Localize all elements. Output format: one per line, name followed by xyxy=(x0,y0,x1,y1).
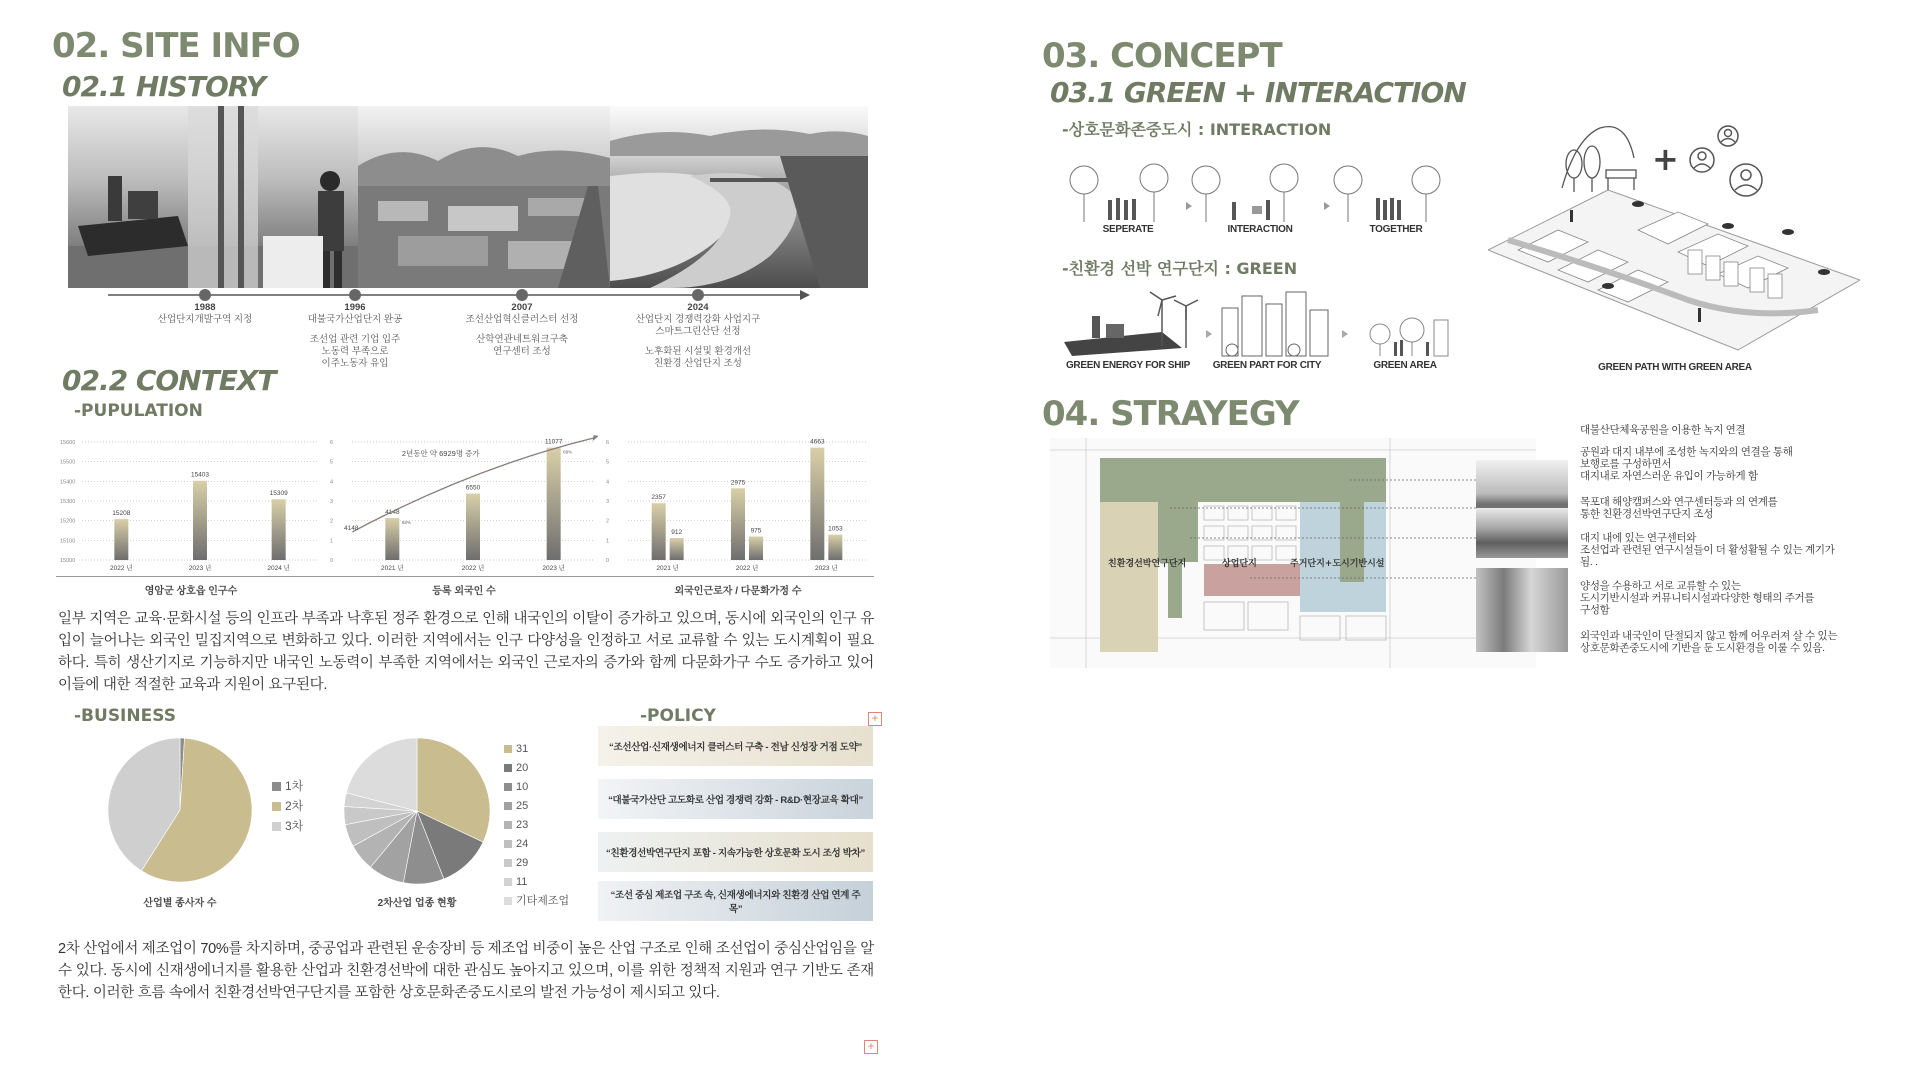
zone-label-residential: 주거단지+도시기반시설 xyxy=(1290,559,1385,569)
bar xyxy=(828,535,842,560)
strategy-note-2: 공원과 대지 내부에 조성한 녹지와의 연결을 통해 보행로를 구성하면서 대지내로 자연스러운 유입이 가능하게 함 xyxy=(1580,446,1793,482)
bar-pct-label: 58% xyxy=(401,519,411,525)
legend-item: 11 xyxy=(504,873,569,892)
timeline-desc: 조선산업혁신클러스터 선정 xyxy=(465,314,579,325)
bar-value-label: 1053 xyxy=(828,525,843,533)
bar xyxy=(193,481,207,560)
expand-plus-icon[interactable]: + xyxy=(868,712,882,726)
interaction-caption-together: TOGETHER xyxy=(1369,224,1423,235)
timeline-year: 1996 xyxy=(344,302,366,313)
context-paragraph: 일부 지역은 교육·문화시설 등의 인프라 부족과 낙후된 정주 환경으로 인해 내국인의 이탈이 증가하고 있으며, 동시에 외국인의 인구 유입이 늘어나는 외국인 밀집지역으로 변화하고 있다. 이러한 지역에서는 인구 다양성을 인정하고 서로 교류할 수 있는 도시계획이 필요하다. 특히 생산기지로 기능하지만 내국인 노동력이 부족한 지역에서는 외국인 근로자의 증가와 함께 다문화가구 수도 증가하고 있어 이들에 대한 적절한 교육과 지원이 요구된다. xyxy=(58,611,874,693)
bar-value-label: 2975 xyxy=(730,479,746,487)
bar xyxy=(670,538,684,560)
industry-pie-caption: 산업별 종사자 수 xyxy=(143,898,217,909)
strategy-note-1: 대불산단체육공원을 이용한 녹지 연결 xyxy=(1580,424,1746,436)
legend-item: 23 xyxy=(504,816,569,835)
bar-value-label: 15208 xyxy=(112,510,131,518)
y-tick-label: 0 xyxy=(330,558,334,564)
x-tick-label: 2022 년 xyxy=(735,565,759,572)
timeline-item-1996 xyxy=(260,302,450,370)
bar xyxy=(547,448,561,560)
context-title: 02.2 CONTEXT xyxy=(62,364,276,397)
population-chart xyxy=(56,432,326,572)
bar-pct-label: 69% xyxy=(563,449,573,455)
worker-family-chart xyxy=(602,432,874,572)
worker-family-chart-caption: 외국인근로자 / 다문화가정 수 xyxy=(674,586,802,597)
strategy-photo-campus xyxy=(1476,508,1568,558)
y-tick-label: 0 xyxy=(606,558,610,564)
timeline-desc-detail: 산학연관네트워크구축 연구센터 조성 xyxy=(476,334,568,357)
timeline-item-2024 xyxy=(603,302,793,370)
x-tick-label: 2023 년 xyxy=(542,565,565,572)
concept-subtitle: 03.1 GREEN + INTERACTION xyxy=(1050,76,1466,109)
strategy-site-map xyxy=(1050,438,1536,668)
legend-item: 25 xyxy=(504,797,569,816)
policy-banner-1: “조선산업·신재생에너지 클러스터 구축 - 전남 신성장 거점 도약” xyxy=(598,726,873,766)
site-info-title: 02. SITE INFO xyxy=(52,26,300,66)
population-heading: -PUPULATION xyxy=(74,401,203,421)
legend-item: 3차 xyxy=(272,816,303,836)
bar-value-label: 912 xyxy=(671,529,683,537)
y-tick-label: 4 xyxy=(330,479,334,486)
policy-banner-2: “대불국가산단 고도화로 산업 경쟁력 강화 - R&D·현장교육 확대” xyxy=(598,779,873,819)
policy-banner-3: “친환경선박연구단지 포함 - 지속가능한 상호문화 도시 조성 박차” xyxy=(598,832,873,872)
foreigner-chart-caption: 등록 외국인 수 xyxy=(432,586,496,597)
bar xyxy=(466,494,480,560)
trend-arrow-head xyxy=(593,435,599,441)
legend-item: 24 xyxy=(504,835,569,854)
y-tick-label: 3 xyxy=(606,499,610,505)
strategy-note-3: 목포대 해양캠퍼스와 연구센터등과 의 연계를 통한 친환경선박연구단지 조성 xyxy=(1580,496,1778,520)
y-tick-label: 2 xyxy=(606,518,610,525)
history-title: 02.1 HISTORY xyxy=(62,70,266,103)
y-tick-label: 15200 xyxy=(60,518,76,525)
timeline-desc: 산업단지개발구역 지정 xyxy=(157,314,253,325)
history-photo-1996 xyxy=(358,106,610,288)
timeline-year: 2007 xyxy=(511,302,533,313)
bar xyxy=(272,499,286,560)
legend-item: 2차 xyxy=(272,796,303,816)
zone-label-research: 친환경선박연구단지 xyxy=(1108,559,1187,569)
y-tick-label: 15000 xyxy=(60,558,76,564)
y-tick-label: 3 xyxy=(330,499,334,505)
bar xyxy=(385,518,399,560)
svg-text:+: + xyxy=(1652,140,1679,178)
green-path-caption: GREEN PATH WITH GREEN AREA xyxy=(1598,362,1752,373)
x-tick-label: 2021 년 xyxy=(656,565,679,572)
bar xyxy=(652,503,666,560)
green-caption-city: GREEN PART FOR CITY xyxy=(1212,360,1322,371)
y-tick-label: 5 xyxy=(606,459,610,466)
bar-value-label: 2357 xyxy=(651,494,666,502)
history-timeline xyxy=(68,288,868,368)
green-caption-area: GREEN AREA xyxy=(1373,360,1437,371)
foreigner-chart xyxy=(326,432,602,572)
history-photo-strip xyxy=(68,106,868,288)
population-chart-caption: 영암군 상호읍 인구수 xyxy=(144,586,238,597)
green-path-axonometric xyxy=(1488,190,1860,356)
expand-plus-icon-bottom[interactable]: + xyxy=(864,1040,878,1054)
x-tick-label: 2022 년 xyxy=(461,565,485,572)
y-tick-label: 15300 xyxy=(60,499,76,505)
y-tick-label: 15500 xyxy=(60,459,76,466)
bar-value-label: 975 xyxy=(750,527,762,535)
bar xyxy=(731,488,745,560)
green-caption-ship: GREEN ENERGY FOR SHIP xyxy=(1065,360,1191,371)
manufacturing-pie-caption: 2차산업 업종 현황 xyxy=(377,898,457,909)
timeline-year: 1988 xyxy=(194,302,216,313)
y-tick-label: 6 xyxy=(330,440,334,446)
x-tick-label: 2024 년 xyxy=(267,565,290,572)
business-paragraph: 2차 산업에서 제조업이 70%를 차지하며, 중공업과 관련된 운송장비 등 제조업 비중이 높은 산업 구조로 인해 조선업이 중심산업임을 알 수 있다. 동시에 신재생에너지를 활용한 산업과 친환경선박에 대한 관심도 높아지고 있으며, 이를 위한 정책적 지원과 연구 기반도 존재한다. 이러한 흐름 속에서 친환경선박연구단지를 포함한 상호문화존중도시로의 발전 가능성이 제시되고 있다. xyxy=(58,941,874,1001)
industry-pie-chart xyxy=(106,736,254,884)
interaction-caption-interaction: INTERACTION xyxy=(1227,224,1293,235)
y-tick-label: 6 xyxy=(606,440,610,446)
y-tick-label: 15600 xyxy=(60,440,76,446)
interaction-illustration xyxy=(1066,162,1466,224)
timeline-year: 2024 xyxy=(687,302,709,313)
zone-label-commercial: 상업단지 xyxy=(1222,559,1257,569)
chart-annotation: 2년동안 약 6929명 증가 xyxy=(401,449,480,458)
legend-item: 1차 xyxy=(272,776,303,796)
y-tick-label: 1 xyxy=(606,538,610,545)
manufacturing-pie-legend xyxy=(504,740,569,911)
legend-item: 10 xyxy=(504,778,569,797)
timeline-desc: 대불국가산업단지 완공 xyxy=(307,314,403,325)
history-photo-1988 xyxy=(68,106,358,288)
policy-banner-4: “조선 중심 제조업 구조 속, 신재생에너지와 친환경 산업 연계 주목” xyxy=(598,881,873,921)
bar-value-label: 4663 xyxy=(810,438,825,446)
strategy-note-5: 양성을 수용하고 서로 교류할 수 있는 도시기반시설과 커뮤니티시설과다양한 형태의 주거를 구성함 xyxy=(1580,580,1815,616)
interaction-heading: -상호문화존중도시 : INTERACTION xyxy=(1062,120,1332,139)
timeline-desc-detail: 노후화된 시설및 환경개선 친환경 산업단지 조성 xyxy=(644,346,752,369)
legend-item: 20 xyxy=(504,759,569,778)
business-heading: -BUSINESS xyxy=(74,706,176,726)
legend-item: 기타제조업 xyxy=(504,892,569,911)
strategy-title: 04. STRAYEGY xyxy=(1042,394,1299,434)
x-tick-label: 2023 년 xyxy=(188,565,212,572)
policy-heading: -POLICY xyxy=(640,706,716,726)
timeline-desc-detail: 조선업 관련 기업 입주 노동력 부족으로 이주노동자 유입 xyxy=(309,334,401,369)
strategy-note-4: 대지 내에 있는 연구센터와 조선업과 관련된 연구시설들이 더 활성활될 수 있는 계기가 됨. . xyxy=(1580,532,1835,568)
legend-item: 31 xyxy=(504,740,569,759)
y-tick-label: 2 xyxy=(330,518,334,525)
bar-value-label: 4148 xyxy=(385,508,400,516)
bar-start-label: 4148 xyxy=(344,524,359,532)
green-heading: -친환경 선박 연구단지 : GREEN xyxy=(1062,259,1298,278)
x-tick-label: 2021 년 xyxy=(381,565,404,572)
y-tick-label: 4 xyxy=(606,479,610,486)
industry-pie-legend xyxy=(272,776,303,836)
timeline-desc: 산업단지 경쟁력강화 사업지구 스마트그린산단 선정 xyxy=(635,314,761,337)
y-tick-label: 15100 xyxy=(60,538,76,545)
bar xyxy=(749,537,763,560)
interaction-caption-seperate: SEPERATE xyxy=(1102,224,1154,235)
y-tick-label: 15400 xyxy=(60,479,76,486)
strategy-note-6: 외국인과 내국인이 단절되지 않고 함께 어우러져 살 수 있는 상호문화존중도시에 기반을 둔 도시환경을 이룰 수 있음. xyxy=(1580,630,1838,654)
y-tick-label: 5 xyxy=(330,459,334,466)
bar-value-label: 15403 xyxy=(190,471,210,479)
manufacturing-pie-chart xyxy=(342,736,492,886)
bar xyxy=(114,519,128,560)
timeline-item-2007 xyxy=(427,302,617,358)
bar-value-label: 11077 xyxy=(544,438,563,446)
bar xyxy=(810,448,824,560)
chart-baseline-divider xyxy=(56,576,874,577)
history-photo-2024 xyxy=(610,106,868,288)
legend-item: 29 xyxy=(504,854,569,873)
concept-title: 03. CONCEPT xyxy=(1042,36,1282,76)
x-tick-label: 2023 년 xyxy=(815,565,838,572)
x-tick-label: 2022 년 xyxy=(110,565,133,572)
green-illustration xyxy=(1062,290,1462,360)
bar-value-label: 6550 xyxy=(465,484,481,492)
bar-value-label: 15309 xyxy=(269,490,288,498)
strategy-photo-street xyxy=(1476,568,1568,652)
y-tick-label: 1 xyxy=(330,538,334,545)
